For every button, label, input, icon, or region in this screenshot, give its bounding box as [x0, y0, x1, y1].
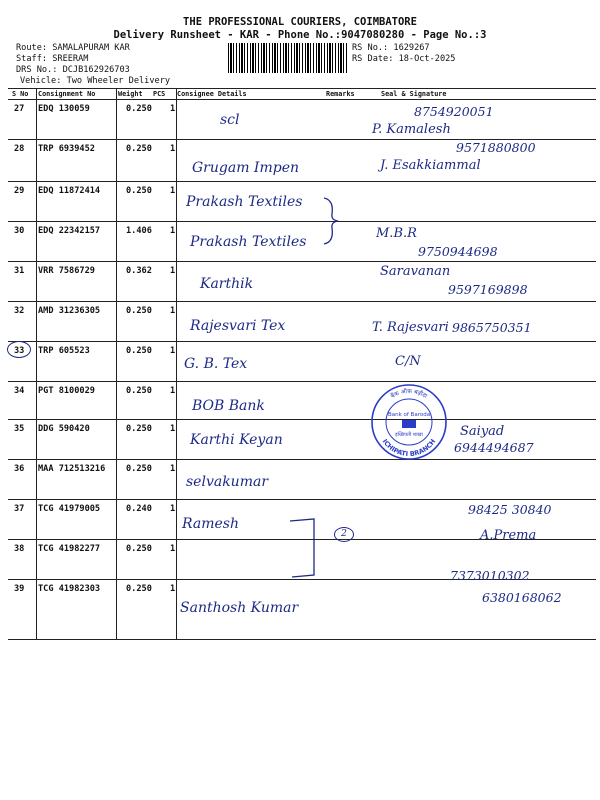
- column-divider: [36, 88, 37, 640]
- row-sno: 28: [14, 144, 25, 154]
- col-consignment: Consignment No: [38, 90, 96, 98]
- row-pcs: 1: [170, 504, 176, 514]
- row-pcs: 1: [170, 346, 176, 356]
- row-consignment: TCG 41982277: [38, 544, 101, 554]
- row-border: [8, 301, 596, 302]
- route-info: Route: SAMALAPURAM KAR: [16, 43, 130, 53]
- row-sno: 39: [14, 584, 25, 594]
- row-sno: 32: [14, 306, 25, 316]
- consignee-handwriting: selvakumar: [186, 474, 269, 490]
- row-weight: 0.250: [126, 346, 152, 356]
- row-pcs: 1: [170, 386, 176, 396]
- row-pcs: 1: [170, 104, 176, 114]
- row-border: [8, 419, 596, 420]
- col-weight: Weight: [118, 90, 143, 98]
- signature-handwriting: M.B.R: [376, 226, 417, 241]
- col-remarks: Remarks: [326, 90, 355, 98]
- row-border: [8, 499, 596, 500]
- staff-info: Staff: SREERAM: [16, 54, 89, 64]
- phone-handwriting: 8754920051: [414, 104, 494, 119]
- rs-date: RS Date: 18-Oct-2025: [352, 54, 456, 64]
- row-pcs: 1: [170, 464, 176, 474]
- stamp-branch-text: ICHIPATI BRANCH: [380, 437, 438, 459]
- row-sno: 37: [14, 504, 25, 514]
- row-consignment: EDQ 130059: [38, 104, 90, 114]
- row-sno: 31: [14, 266, 25, 276]
- row-weight: 0.250: [126, 104, 152, 114]
- col-seal: Seal & Signature: [381, 90, 447, 98]
- row-consignment: VRR 7586729: [38, 266, 95, 276]
- row-weight: 0.362: [126, 266, 152, 276]
- consignee-handwriting: Karthi Keyan: [190, 432, 283, 448]
- row-consignment: PGT 8100029: [38, 386, 95, 396]
- row-weight: 0.250: [126, 584, 152, 594]
- phone-handwriting: 9865750351: [452, 320, 532, 335]
- row-border: [8, 459, 596, 460]
- row-weight: 0.250: [126, 144, 152, 154]
- row-sno: 33: [14, 346, 25, 356]
- drs-info: DRS No.: DCJB162926703: [16, 65, 130, 75]
- row-border: [8, 181, 596, 182]
- row-weight: 0.250: [126, 186, 152, 196]
- row-sno: 29: [14, 186, 25, 196]
- phone-handwriting: 98425 30840: [468, 502, 552, 517]
- consignee-handwriting: scl: [220, 112, 240, 128]
- brace-mark: [322, 196, 340, 246]
- row-consignment: DDG 590420: [38, 424, 90, 434]
- phone-handwriting: 9597169898: [448, 282, 528, 297]
- row-consignment: EDQ 11872414: [38, 186, 101, 196]
- phone-handwriting: 6380168062: [482, 590, 562, 605]
- stamp-bottom-text: इच्छिपती शाखा: [395, 432, 423, 438]
- row-consignment: EDQ 22342157: [38, 226, 101, 236]
- row-border: [8, 639, 596, 640]
- row-weight: 0.240: [126, 504, 152, 514]
- consignee-handwriting: Santhosh Kumar: [180, 600, 299, 616]
- row-border: [8, 221, 596, 222]
- row-sno: 38: [14, 544, 25, 554]
- phone-handwriting: 6944494687: [454, 440, 534, 455]
- row-border: [8, 261, 596, 262]
- row-pcs: 1: [170, 266, 176, 276]
- row-border: [8, 341, 596, 342]
- consignee-handwriting: Prakash Textiles: [186, 194, 303, 210]
- company-title: THE PROFESSIONAL COURIERS, COIMBATORE: [183, 16, 417, 28]
- consignee-handwriting: G. B. Tex: [184, 356, 248, 372]
- row-consignment: TCG 41982303: [38, 584, 101, 594]
- col-pcs: PCS: [153, 90, 166, 98]
- bank-stamp: [370, 383, 448, 461]
- vehicle-info: Vehicle: Two Wheeler Delivery: [20, 76, 171, 86]
- row-pcs: 1: [170, 186, 176, 196]
- col-sno: S No: [12, 90, 29, 98]
- barcode: [228, 43, 348, 73]
- row-pcs: 1: [170, 424, 176, 434]
- signature-handwriting: C/N: [395, 354, 421, 369]
- row-pcs: 1: [170, 226, 176, 236]
- phone-handwriting: 7373010302: [450, 568, 530, 583]
- signature-handwriting: J. Esakkiammal: [380, 158, 481, 173]
- phone-handwriting: 9571880800: [456, 140, 536, 155]
- row-pcs: 1: [170, 306, 176, 316]
- row-consignment: TRP 605523: [38, 346, 90, 356]
- row-pcs: 1: [170, 544, 176, 554]
- row-consignment: TRP 6939452: [38, 144, 95, 154]
- consignee-handwriting: BOB Bank: [192, 398, 265, 414]
- annotation-two: 2: [334, 527, 354, 542]
- row-sno: 35: [14, 424, 25, 434]
- row-weight: 0.250: [126, 424, 152, 434]
- row-weight: 0.250: [126, 306, 152, 316]
- row-weight: 0.250: [126, 386, 152, 396]
- row-33-circle-mark: [7, 341, 31, 358]
- row-pcs: 1: [170, 584, 176, 594]
- column-divider: [176, 88, 177, 640]
- bracket-mark: [288, 515, 318, 580]
- row-border: [8, 381, 596, 382]
- row-sno: 30: [14, 226, 25, 236]
- consignee-handwriting: Ramesh: [182, 516, 239, 532]
- row-consignment: AMD 31236305: [38, 306, 101, 316]
- consignee-handwriting: Karthik: [200, 276, 254, 292]
- row-consignment: TCG 41979005: [38, 504, 101, 514]
- stamp-logo: [402, 420, 416, 428]
- row-sno: 34: [14, 386, 25, 396]
- phone-handwriting: 9750944698: [418, 244, 498, 259]
- row-pcs: 1: [170, 144, 176, 154]
- row-sno: 36: [14, 464, 25, 474]
- signature-handwriting: T. Rajesvari: [372, 320, 449, 335]
- runsheet-subtitle: Delivery Runsheet - KAR - Phone No.:9047080280 - Page No.:3: [113, 29, 487, 41]
- consignee-handwriting: Grugam Impen: [192, 160, 299, 176]
- consignee-handwriting: Rajesvari Tex: [190, 318, 286, 334]
- consignee-handwriting: Prakash Textiles: [190, 234, 307, 250]
- col-consignee: Consignee Details: [177, 90, 247, 98]
- table-header-border: [8, 99, 596, 100]
- row-sno: 27: [14, 104, 25, 114]
- signature-handwriting: Saravanan: [380, 264, 451, 279]
- column-divider: [116, 88, 117, 640]
- signature-handwriting: P. Kamalesh: [372, 122, 451, 137]
- row-weight: 0.250: [126, 544, 152, 554]
- rs-number: RS No.: 1629267: [352, 43, 430, 53]
- table-top-border: [8, 88, 596, 89]
- signature-handwriting: A.Prema: [480, 528, 537, 543]
- row-consignment: MAA 712513216: [38, 464, 106, 474]
- stamp-top-text: बैंक ऑफ़ बड़ौदा: [389, 387, 429, 400]
- signature-handwriting: Saiyad: [460, 424, 505, 439]
- stamp-bank-name: Bank of Baroda: [387, 412, 431, 418]
- row-weight: 1.406: [126, 226, 152, 236]
- row-weight: 0.250: [126, 464, 152, 474]
